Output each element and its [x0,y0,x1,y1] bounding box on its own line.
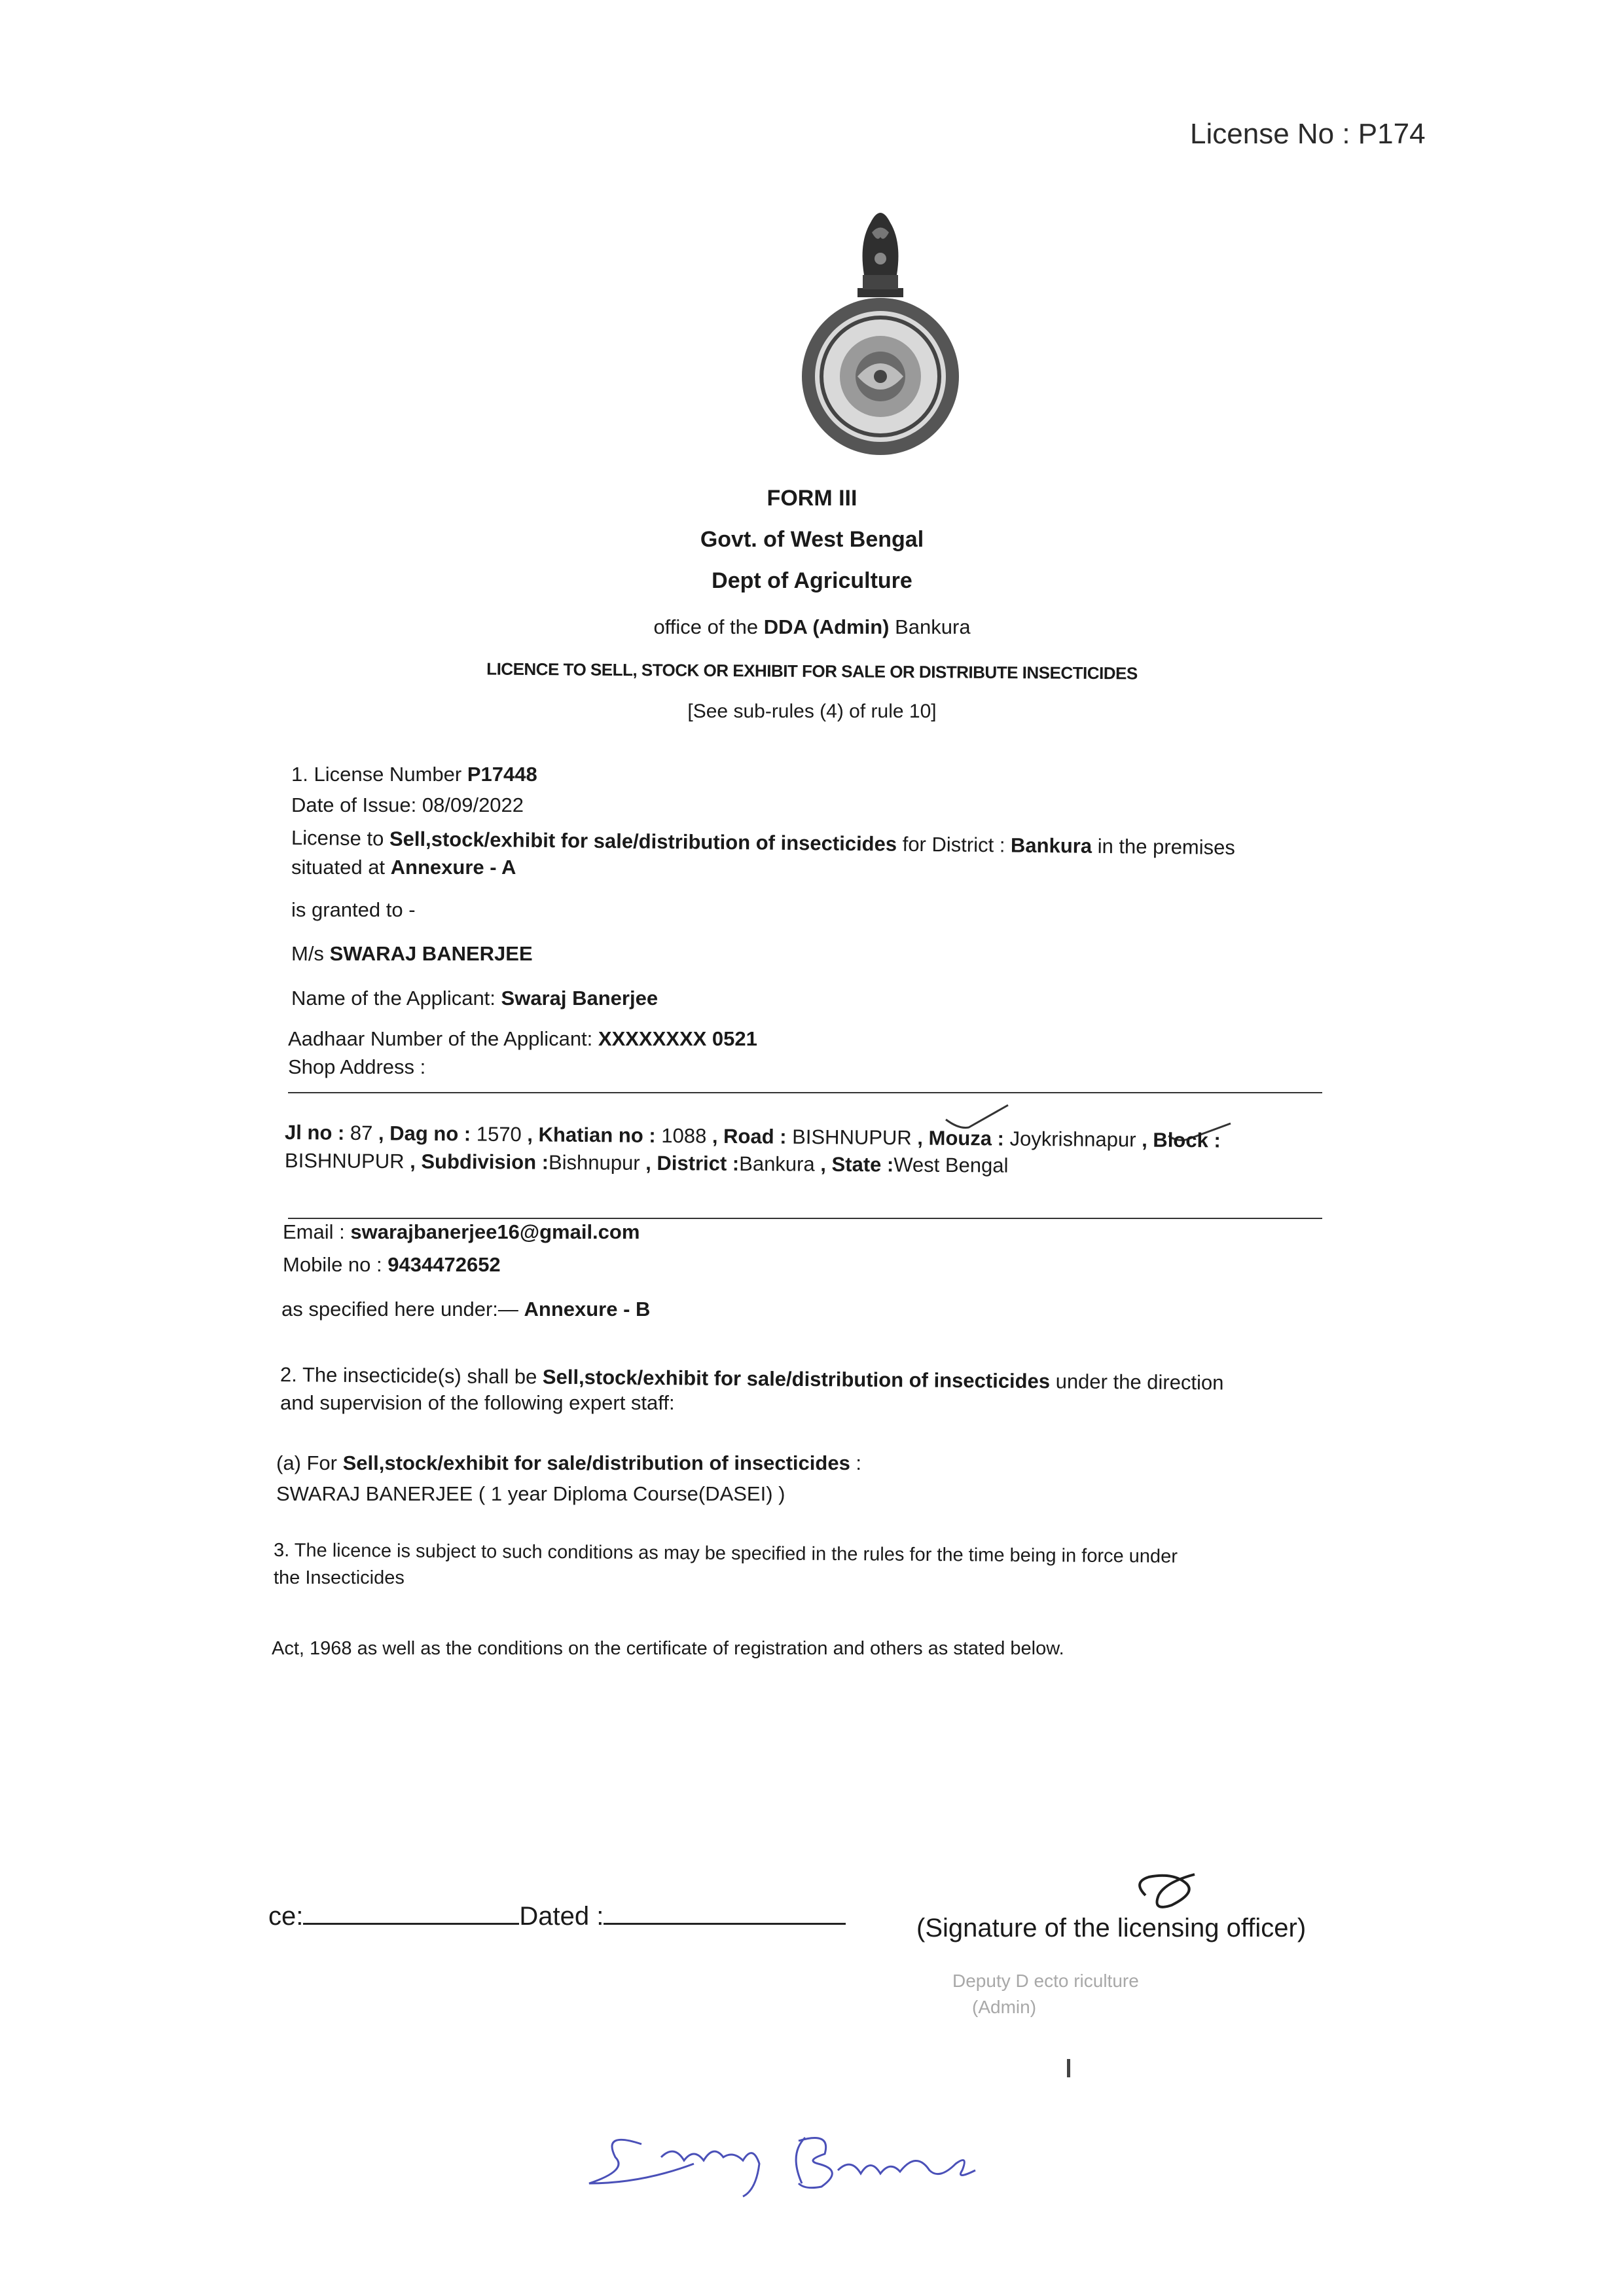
shop-address-label: Shop Address : [288,1055,426,1078]
place-dated-row [268,1902,846,1931]
license-to-line: License to Sell,stock/exhibit for sale/distribution of insecticides for District : Bankura in the premises [291,826,1236,860]
licence-title: LICENCE TO SELL, STOCK OR EXHIBIT FOR SALE OR DISTRIBUTE INSECTICIDES [486,659,1138,683]
office-line: office of the DDA (Admin) Bankura [653,615,971,638]
specified-line: as specified here under:— Annexure - B [281,1298,651,1321]
officer-initials-signature [1126,1869,1211,1918]
applicant-signature [563,2092,1034,2203]
dated-label: Dated : [519,1902,604,1931]
date-of-issue: Date of Issue: 08/09/2022 [291,793,524,816]
address-line-1: Jl no : 87 , Dag no : 1570 , Khatian no : 1088 , Road : BISHNUPUR , Mouza : Joykrishnapur , Block : [284,1121,1221,1152]
mobile-line: Mobile no : 9434472652 [283,1253,501,1276]
expert-staff-line: (a) For Sell,stock/exhibit for sale/distribution of insecticides : [276,1451,862,1474]
section2-line1: 2. The insecticide(s) shall be Sell,stock/exhibit for sale/distribution of insecticides under the direction [280,1363,1224,1394]
top-license-number: License No : P174 [1190,118,1426,150]
form-title: FORM III [767,486,857,511]
email-line: Email : swarajbanerjee16@gmail.com [283,1220,640,1243]
aadhaar-line: Aadhaar Number of the Applicant: XXXXXXXX 0521 [288,1027,757,1050]
firm-name-line: M/s SWARAJ BANERJEE [291,942,533,965]
section3-line1: 3. The licence is subject to such conditions as may be specified in the rules for the time being in force under [273,1540,1178,1567]
section3-line2: the Insecticides [274,1567,405,1588]
place-blank [303,1903,519,1925]
stamp-text-line2: (Admin) [972,1997,1037,2017]
address-top-rule [288,1092,1322,1093]
sub-rules-note: [See sub-rules (4) of rule 10] [687,701,937,722]
place-label: ce: [268,1902,304,1931]
licensing-officer-label: (Signature of the licensing officer) [916,1914,1307,1942]
granted-to: is granted to - [291,898,416,921]
situated-at-line: situated at Annexure - A [291,856,516,879]
license-number-line: 1. License Number P17448 [291,763,537,786]
dept-name: Dept of Agriculture [712,568,912,593]
stamp-mark [1067,2059,1070,2077]
address-line-2: BISHNUPUR , Subdivision :Bishnupur , District :Bankura , State :West Bengal [284,1149,1009,1177]
west-bengal-seal-icon [795,291,965,462]
dated-blank [604,1903,846,1925]
stamp-text-line1: Deputy D ecto riculture [952,1971,1139,1991]
applicant-name-line: Name of the Applicant: Swaraj Banerjee [291,987,659,1010]
section2-line2: and supervision of the following expert staff: [280,1391,675,1414]
expert-staff-name: SWARAJ BANERJEE ( 1 year Diploma Course(DASEI) ) [276,1482,785,1505]
govt-name: Govt. of West Bengal [700,527,924,552]
section3-line3: Act, 1968 as well as the conditions on the certificate of registration and others as stated below. [272,1638,1064,1659]
